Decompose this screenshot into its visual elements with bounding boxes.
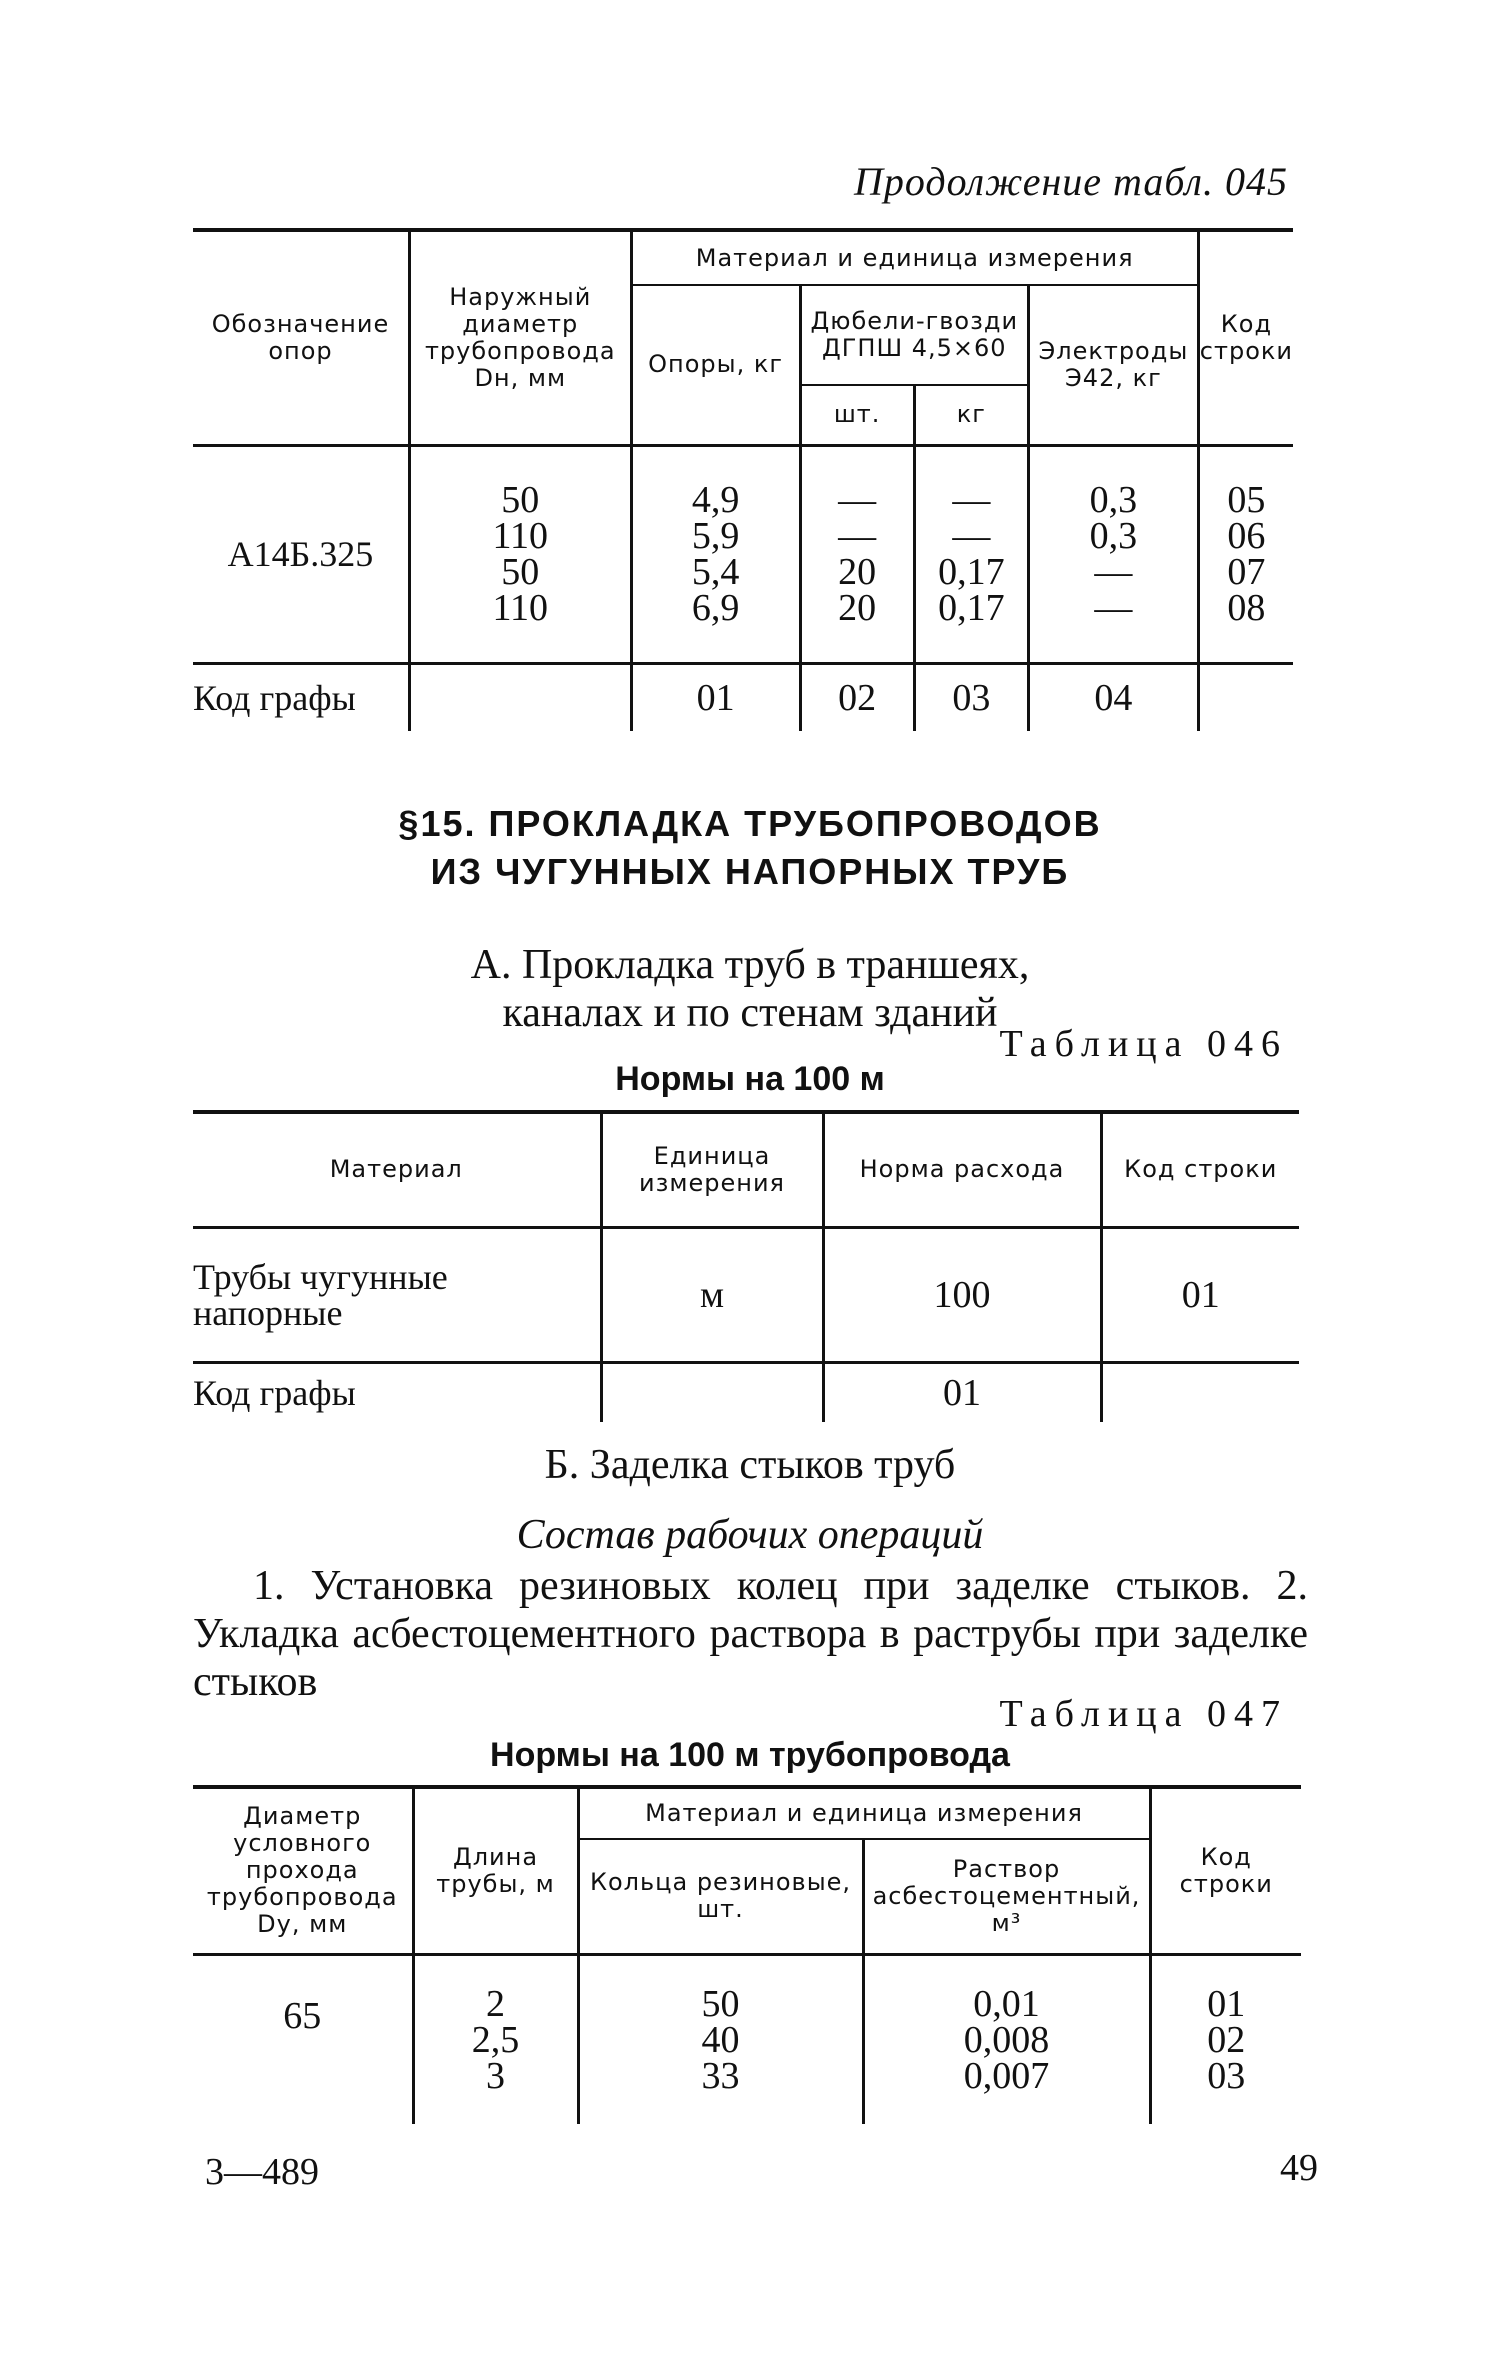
continuation-caption: Продолжение табл. 045: [853, 159, 1288, 204]
table-045: [193, 228, 1293, 731]
column-code-end: [1198, 663, 1293, 731]
column-code-04: 04: [1029, 663, 1199, 731]
row-code-cell: 05 06 07 08: [1198, 445, 1293, 663]
column-code-01: 01: [631, 663, 800, 731]
footer-signature: 3—489: [205, 2151, 319, 2193]
column-code-03: 03: [914, 663, 1028, 731]
row-code-cell: 01 02 03: [1207, 1982, 1246, 2097]
header-mortar: Раствор асбестоцементный, м³: [863, 1839, 1150, 1954]
pipe-length-cell: 2 2,5 3: [413, 1954, 578, 2124]
table-047-label: Таблица 047: [999, 1693, 1288, 1735]
header-dowels: Дюбели-гвозди ДГПШ 4,5×60: [800, 285, 1028, 385]
header-dowel-kg: кг: [914, 385, 1028, 445]
header-material: Материал: [193, 1112, 601, 1227]
table-046-label: Таблица 046: [999, 1023, 1288, 1065]
designation-cell: А14Б.325: [193, 445, 409, 663]
column-code-02: 02: [800, 663, 914, 731]
header-pipe-length: Длина трубы, м: [413, 1787, 578, 1954]
header-rubber-rings: Кольца резиновые, шт.: [578, 1839, 863, 1954]
column-code-end: [1101, 1362, 1299, 1422]
subsection-a-line-2: каналах и по стенам зданий: [502, 990, 998, 1036]
table-047: [193, 1785, 1301, 2124]
header-row-code: Код строки: [1198, 230, 1293, 445]
column-code-01: 01: [823, 1362, 1101, 1422]
table-046: [193, 1110, 1299, 1422]
electrodes-cell: 0,3 0,3 — —: [1029, 445, 1199, 663]
material-cell: Трубы чугунные напорные: [193, 1227, 601, 1362]
header-electrodes: Электроды Э42, кг: [1029, 285, 1199, 445]
header-diameter: Диаметр условного прохода трубопровода Dу, мм: [193, 1787, 413, 1954]
header-outer-diameter: Наружный диаметр трубопровода Dн, мм: [409, 230, 631, 445]
operations-text: 1. Установка резиновых колец при заделке стыков. 2. Укладка асбестоцементного раствора в раструбы при заделке стыков: [193, 1563, 1308, 1705]
column-code-empty: [601, 1362, 823, 1422]
supports-cell: 4,9 5,9 5,4 6,9: [631, 445, 800, 663]
header-row-code: Код строки: [1150, 1787, 1301, 1954]
table-046-norms: Нормы на 100 м: [615, 1060, 885, 1098]
column-code-label: Код графы: [193, 1362, 601, 1422]
mortar-cell: 0,01 0,008 0,007: [863, 1954, 1150, 2124]
header-designation: Обозначение опор: [193, 230, 409, 445]
header-dowel-pcs: шт.: [800, 385, 914, 445]
diameter-cell: 65: [193, 1954, 413, 2124]
subsection-a-line-1: А. Прокладка труб в траншеях,: [470, 942, 1030, 988]
section-title-line-1: §15. ПРОКЛАДКА ТРУБОПРОВОДОВ: [398, 803, 1102, 844]
header-material-group: Материал и единица измерения: [631, 230, 1198, 285]
operations-title: Состав рабочих операций: [516, 1512, 984, 1558]
diameter-cell: 50 110 50 110: [409, 445, 631, 663]
section-title-line-2: ИЗ ЧУГУННЫХ НАПОРНЫХ ТРУБ: [430, 851, 1070, 892]
header-row-code: Код строки: [1101, 1112, 1299, 1227]
operations-paragraph: [193, 1562, 1308, 1706]
column-code-label: Код графы: [193, 663, 409, 731]
unit-cell: м: [601, 1227, 823, 1362]
dowel-kg-cell: — — 0,17 0,17: [914, 445, 1028, 663]
row-code-cell: 01: [1101, 1227, 1299, 1362]
dowel-pcs-cell: — — 20 20: [800, 445, 914, 663]
column-code-empty: [409, 663, 631, 731]
header-material-group: Материал и единица измерения: [578, 1787, 1150, 1839]
header-supports: Опоры, кг: [631, 285, 800, 445]
rate-cell: 100: [823, 1227, 1101, 1362]
rubber-rings-cell: 50 40 33: [578, 1954, 863, 2124]
subsection-b: Б. Заделка стыков труб: [544, 1442, 956, 1488]
header-unit: Единица измерения: [601, 1112, 823, 1227]
page-number: 49: [1280, 2147, 1318, 2189]
table-047-norms: Нормы на 100 м трубопровода: [490, 1736, 1010, 1774]
header-rate: Норма расхода: [823, 1112, 1101, 1227]
